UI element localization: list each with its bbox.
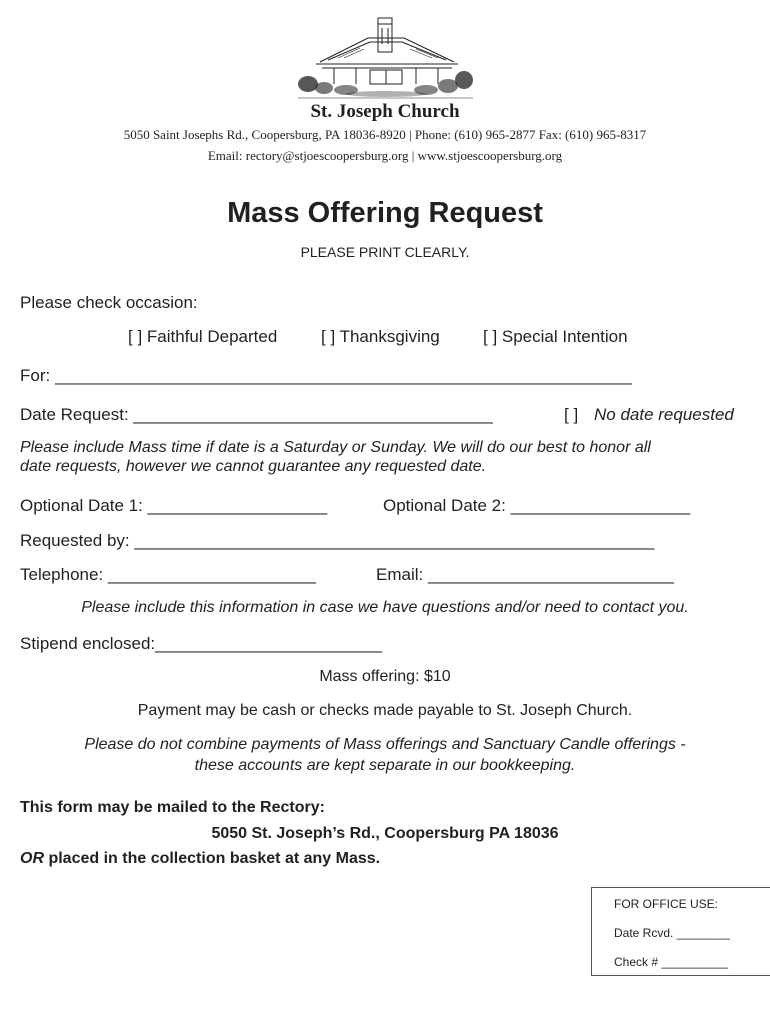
basket-note bbox=[20, 850, 380, 868]
email-field[interactable]: Email: __________________________ bbox=[376, 565, 674, 584]
occasion-thanksgiving[interactable]: [ ] Thanksgiving bbox=[321, 327, 440, 346]
occasion-faithful-departed[interactable]: [ ] Faithful Departed bbox=[128, 327, 278, 346]
or-word: OR bbox=[20, 850, 44, 867]
basket-note-text: placed in the collection basket at any Mass. bbox=[44, 850, 381, 867]
office-use-box bbox=[591, 887, 770, 976]
date-received-field[interactable]: Date Rcvd. ________ bbox=[614, 926, 731, 940]
contact-note: Please include this information in case we have questions and/or need to contact you. bbox=[81, 599, 689, 616]
church-name: St. Joseph Church bbox=[310, 101, 460, 122]
payment-note: Payment may be cash or checks made payable to St. Joseph Church. bbox=[137, 702, 633, 719]
telephone-field[interactable]: Telephone: ______________________ bbox=[20, 565, 316, 584]
form-subtitle: PLEASE PRINT CLEARLY. bbox=[300, 244, 470, 260]
rectory-address: 5050 St. Joseph’s Rd., Coopersburg PA 18036 bbox=[211, 825, 559, 842]
optional-date-1-field[interactable]: Optional Date 1: ___________________ bbox=[20, 496, 328, 515]
requested-by-field[interactable]: Requested by: _______________________________________________________ bbox=[20, 531, 655, 550]
mass-offering-amount: Mass offering: $10 bbox=[319, 668, 451, 685]
no-date-label: No date requested bbox=[594, 405, 734, 424]
office-use-title: FOR OFFICE USE: bbox=[614, 897, 719, 911]
date-request-field[interactable]: Date Request: ______________________________________ bbox=[20, 405, 493, 424]
mail-label: This form may be mailed to the Rectory: bbox=[20, 799, 325, 816]
occasion-special-intention[interactable]: [ ] Special Intention bbox=[483, 327, 628, 346]
mass-time-note-line1: Please include Mass time if date is a Saturday or Sunday. We will do our best to honor all bbox=[20, 439, 651, 456]
church-address: 5050 Saint Josephs Rd., Coopersburg, PA 18036-8920 | Phone: (610) 965-2877 Fax: (610) 965-8317 bbox=[123, 127, 647, 142]
church-illustration bbox=[298, 14, 473, 104]
check-number-field[interactable]: Check # __________ bbox=[614, 955, 729, 969]
no-date-checkbox[interactable]: [ ] bbox=[564, 405, 579, 424]
occasion-label: Please check occasion: bbox=[20, 293, 198, 312]
combine-note-line1: Please do not combine payments of Mass offerings and Sanctuary Candle offerings - bbox=[84, 736, 686, 753]
form-title: Mass Offering Request bbox=[227, 197, 543, 229]
for-field[interactable]: For: _____________________________________________________________ bbox=[20, 366, 632, 385]
church-contact: Email: rectory@stjoescoopersburg.org | www.stjoescoopersburg.org bbox=[207, 148, 563, 163]
combine-note-line2: these accounts are kept separate in our bookkeeping. bbox=[194, 757, 576, 774]
stipend-field[interactable]: Stipend enclosed:________________________ bbox=[20, 634, 383, 653]
optional-date-2-field[interactable]: Optional Date 2: ___________________ bbox=[383, 496, 691, 515]
mass-time-note-line2: date requests, however we cannot guarantee any requested date. bbox=[20, 458, 487, 475]
